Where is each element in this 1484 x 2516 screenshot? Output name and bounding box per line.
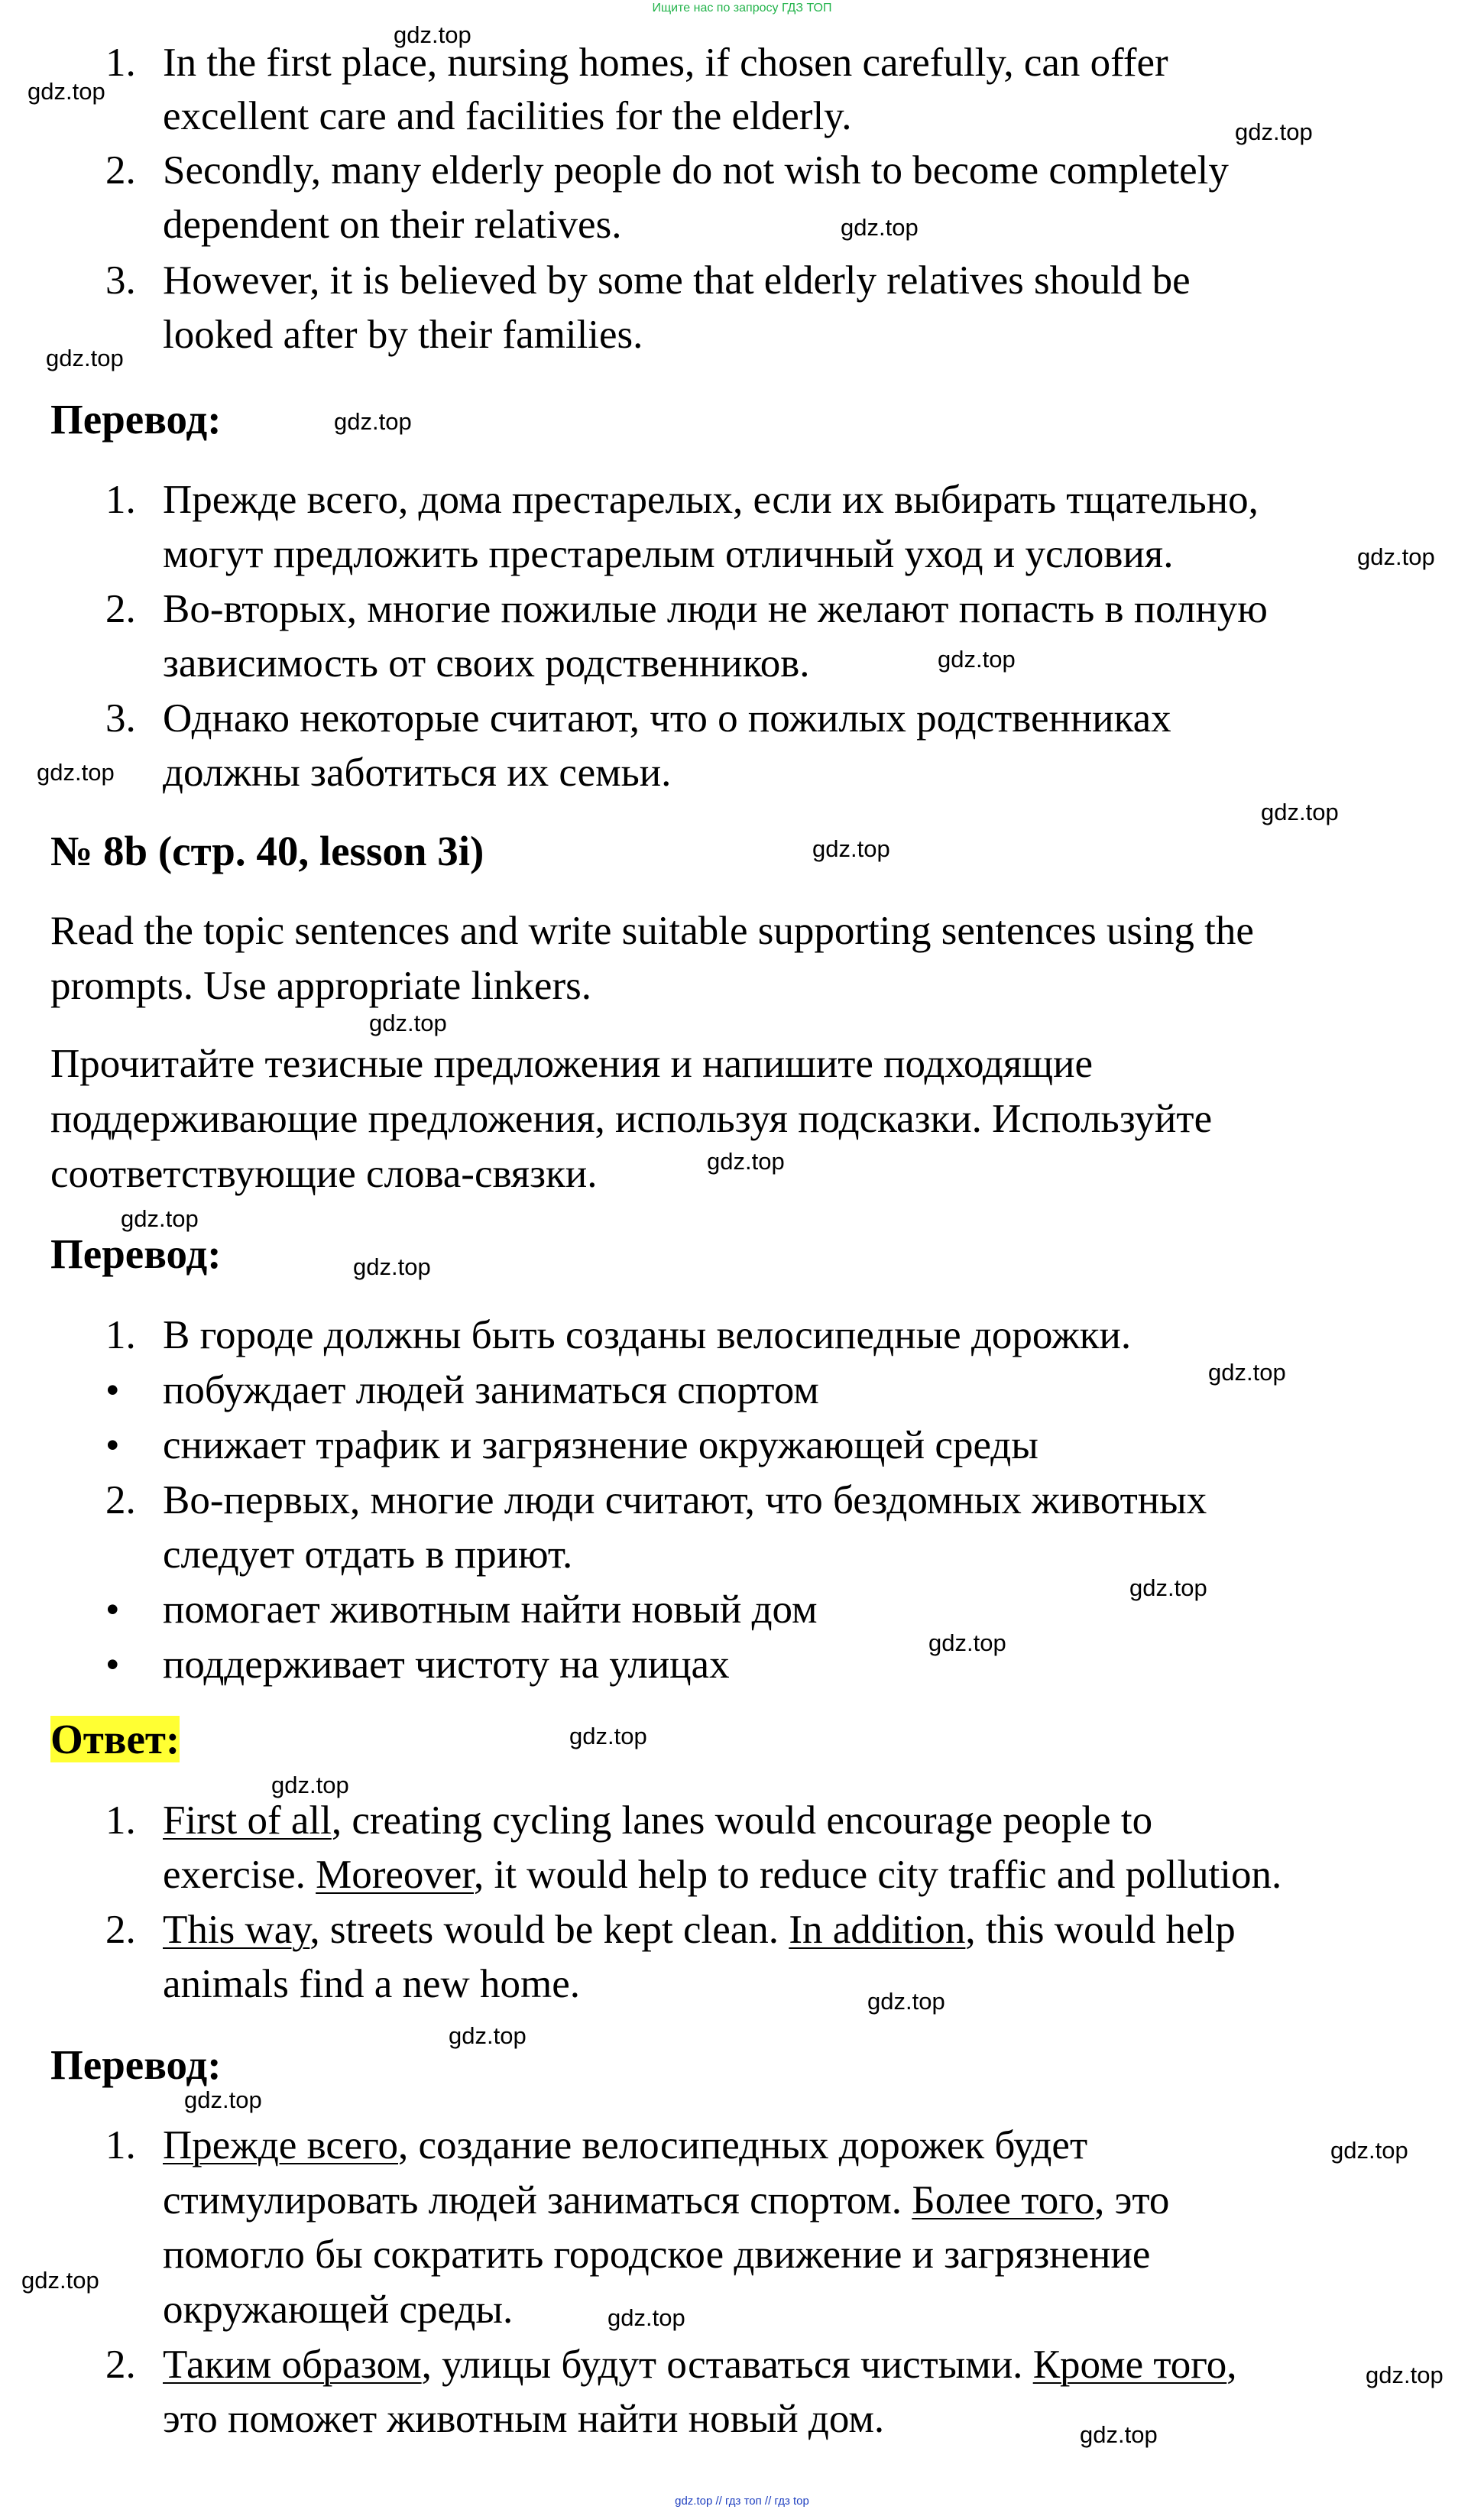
list-number: 1. xyxy=(105,478,136,522)
answer-line xyxy=(163,1852,1281,1898)
watermark: gdz.top xyxy=(569,1723,647,1749)
watermark: gdz.top xyxy=(121,1205,199,1232)
list-number: 2. xyxy=(105,2343,136,2387)
watermark: gdz.top xyxy=(46,345,124,371)
linker: First of all xyxy=(163,1798,332,1843)
answer-line: animals find a new home. xyxy=(163,1962,581,2006)
list-item-text: excellent care and facilities for the elderly. xyxy=(163,94,852,138)
translation-line xyxy=(163,2122,1087,2168)
instruction-ru: Прочитайте тезисные предложения и напишите подходящие xyxy=(50,1042,1093,1086)
answer-line xyxy=(163,1907,1236,1953)
watermark: gdz.top xyxy=(21,2267,99,2294)
watermark: gdz.top xyxy=(707,1148,785,1175)
list-number: 1. xyxy=(105,41,136,85)
watermark: gdz.top xyxy=(369,1010,447,1036)
list-item-text: следует отдать в приют. xyxy=(163,1532,573,1577)
header-watermark: Ищите нас по запросу ГДЗ ТОП xyxy=(652,2,832,15)
watermark: gdz.top xyxy=(1080,2421,1158,2448)
instruction-ru: поддерживающие предложения, используя подсказки. Используйте xyxy=(50,1097,1213,1141)
answer-line xyxy=(163,1798,1152,1843)
list-item-text: Во-первых, многие люди считают, что бездомных животных xyxy=(163,1478,1207,1522)
bullet: • xyxy=(105,1587,120,1632)
task-title: № 8b (стр. 40, lesson 3i) xyxy=(50,828,484,874)
linker: Moreover xyxy=(316,1853,474,1897)
watermark: gdz.top xyxy=(271,1772,349,1798)
list-number: 3. xyxy=(105,696,136,741)
instruction-ru: соответствующие слова-связки. xyxy=(50,1152,598,1196)
bullet-item: поддерживает чистоту на улицах xyxy=(163,1642,730,1687)
bullet-item: побуждает людей заниматься спортом xyxy=(163,1368,819,1412)
watermark: gdz.top xyxy=(37,759,115,786)
watermark: gdz.top xyxy=(938,646,1016,673)
watermark: gdz.top xyxy=(184,2086,262,2113)
answer-label: Ответ: xyxy=(50,1716,180,1762)
list-number: 2. xyxy=(105,148,136,193)
translation-text: , улицы будут оставаться чистыми. xyxy=(421,2343,1033,2387)
watermark: gdz.top xyxy=(928,1629,1006,1656)
list-item-text: Однако некоторые считают, что о пожилых родственниках xyxy=(163,696,1171,741)
watermark: gdz.top xyxy=(449,2022,527,2049)
watermark: gdz.top xyxy=(841,214,919,241)
watermark: gdz.top xyxy=(867,1988,945,2015)
bullet: • xyxy=(105,1368,120,1412)
translation-heading: Перевод: xyxy=(50,396,222,443)
translation-line xyxy=(163,2177,1169,2223)
bullet-item: помогает животным найти новый дом xyxy=(163,1587,818,1632)
answer-text: exercise. xyxy=(163,1853,316,1897)
watermark: gdz.top xyxy=(28,78,105,105)
watermark: gdz.top xyxy=(334,408,412,435)
answer-text: , this would help xyxy=(965,1908,1236,1952)
watermark: gdz.top xyxy=(353,1253,431,1280)
list-item-text: Secondly, many elderly people do not wish to become completely xyxy=(163,148,1229,193)
watermark: gdz.top xyxy=(394,21,471,48)
translation-text: , создание велосипедных дорожек будет xyxy=(398,2123,1088,2167)
watermark: gdz.top xyxy=(812,835,890,862)
footer-watermark: gdz.top // гдз топ // гдз top xyxy=(675,2495,809,2508)
watermark: gdz.top xyxy=(1129,1574,1207,1601)
translation-text: , это xyxy=(1094,2178,1170,2223)
list-number: 3. xyxy=(105,258,136,303)
watermark: gdz.top xyxy=(1235,118,1313,145)
list-item-text: However, it is believed by some that elderly relatives should be xyxy=(163,258,1191,303)
watermark: gdz.top xyxy=(1261,799,1339,825)
linker: Прежде всего xyxy=(163,2123,398,2167)
list-item-text: зависимость от своих родственников. xyxy=(163,641,810,686)
list-number: 1. xyxy=(105,1798,136,1843)
instruction-en: prompts. Use appropriate linkers. xyxy=(50,964,591,1008)
translation-heading: Перевод: xyxy=(50,2041,222,2088)
answer-text: , streets would be kept clean. xyxy=(309,1908,789,1952)
watermark: gdz.top xyxy=(608,2304,685,2331)
linker: In addition xyxy=(789,1908,966,1952)
answer-heading xyxy=(50,1716,180,1763)
watermark: gdz.top xyxy=(1357,543,1435,570)
instruction-en: Read the topic sentences and write suitable supporting sentences using the xyxy=(50,909,1254,953)
linker: Кроме того xyxy=(1032,2343,1227,2387)
translation-text: стимулировать людей заниматься спортом. xyxy=(163,2178,912,2223)
list-item-text: In the first place, nursing homes, if chosen carefully, can offer xyxy=(163,41,1168,85)
list-number: 2. xyxy=(105,587,136,631)
list-number: 1. xyxy=(105,2123,136,2167)
list-item-text: dependent on their relatives. xyxy=(163,203,622,247)
translation-heading: Перевод: xyxy=(50,1230,222,1277)
watermark: gdz.top xyxy=(1208,1359,1286,1386)
bullet: • xyxy=(105,1642,120,1687)
list-item-text: Во-вторых, многие пожилые люди не желают попасть в полную xyxy=(163,587,1268,631)
list-item-text: Прежде всего, дома престарелых, если их выбирать тщательно, xyxy=(163,478,1259,522)
list-item-text: должны заботиться их семьи. xyxy=(163,751,672,795)
bullet: • xyxy=(105,1423,120,1467)
answer-text: , creating cycling lanes would encourage people to xyxy=(331,1798,1153,1843)
list-number: 2. xyxy=(105,1908,136,1952)
linker: This way xyxy=(163,1908,310,1952)
translation-text: , xyxy=(1226,2343,1237,2387)
translation-line xyxy=(163,2342,1236,2388)
list-number: 2. xyxy=(105,1478,136,1522)
list-number: 1. xyxy=(105,1313,136,1357)
watermark: gdz.top xyxy=(1330,2137,1408,2164)
bullet-item: снижает трафик и загрязнение окружающей среды xyxy=(163,1423,1038,1467)
translation-line: помогло бы сократить городское движение и загрязнение xyxy=(163,2232,1151,2277)
translation-line: это поможет животным найти новый дом. xyxy=(163,2397,885,2441)
list-item-text: looked after by their families. xyxy=(163,313,643,357)
watermark: gdz.top xyxy=(1366,2362,1443,2388)
list-item-text: могут предложить престарелым отличный уход и условия. xyxy=(163,532,1174,576)
list-item-text: В городе должны быть созданы велосипедные дорожки. xyxy=(163,1313,1132,1357)
answer-text: , it would help to reduce city traffic and pollution. xyxy=(473,1853,1282,1897)
linker: Более того xyxy=(912,2178,1095,2223)
linker: Таким образом xyxy=(163,2343,422,2387)
translation-line: окружающей среды. xyxy=(163,2287,514,2332)
